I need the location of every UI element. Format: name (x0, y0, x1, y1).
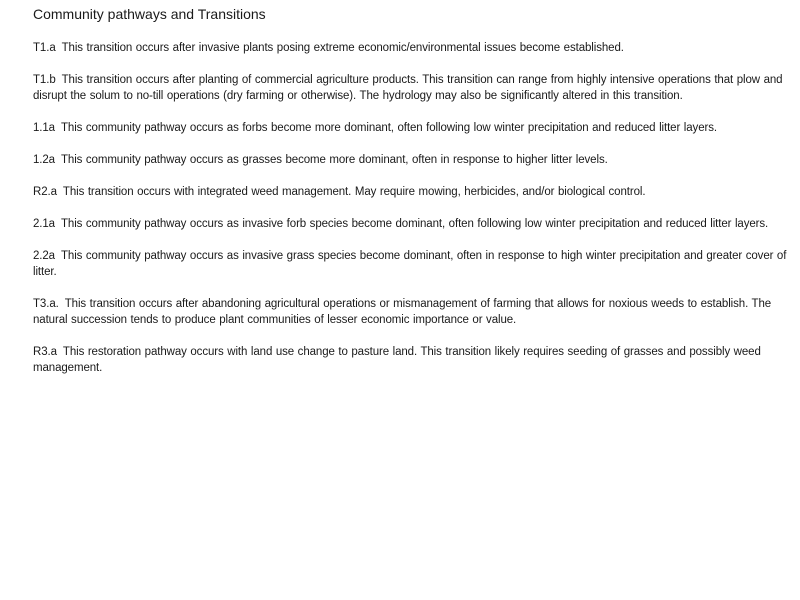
entry-code: R3.a (33, 346, 57, 358)
entry-t3a (33, 296, 795, 328)
entry-text: This transition occurs after invasive plants posing extreme economic/environmental issues become established. (61, 42, 624, 54)
entry-code: T1.a (33, 42, 56, 54)
entry-1-1a (33, 120, 795, 136)
entry-2-2a (33, 248, 795, 280)
page-title: Community pathways and Transitions (33, 6, 266, 22)
entry-text: This transition occurs after abandoning agricultural operations or mismanagement of farming that allows for noxious weeds to establish. The natural succession tends to produce plant communities of lesser economic importance or value. (33, 298, 772, 326)
entry-text: This community pathway occurs as invasive grass species become dominant, often in response to high winter precipitation and greater cover of litter. (33, 250, 787, 278)
entry-code: 1.2a (33, 154, 55, 166)
entry-text: This transition occurs after planting of commercial agriculture products. This transition can range from highly intensive operations that plow and disrupt the solum to no-till operations (dry farming or otherwise). The hydrology may also be significantly altered in this transition. (33, 74, 783, 102)
entry-text: This community pathway occurs as forbs become more dominant, often following low winter precipitation and reduced litter layers. (60, 122, 717, 134)
entry-2-1a (33, 216, 795, 232)
entry-1-2a (33, 152, 795, 168)
entry-text: This community pathway occurs as grasses become more dominant, often in response to higher litter levels. (60, 154, 608, 166)
entry-t1a (33, 40, 795, 56)
entry-text: This restoration pathway occurs with land use change to pasture land. This transition likely requires seeding of grasses and possibly weed management. (33, 346, 761, 374)
entry-code: 2.1a (33, 218, 55, 230)
entry-r3a (33, 344, 795, 376)
entry-code: R2.a (33, 186, 57, 198)
entry-r2a (33, 184, 795, 200)
entry-text: This community pathway occurs as invasive forb species become dominant, often following low winter precipitation and reduced litter layers. (60, 218, 769, 230)
entry-code: 2.2a (33, 250, 55, 262)
entry-text: This transition occurs with integrated weed management. May require mowing, herbicides, and/or biological control. (62, 186, 646, 198)
entry-code: 1.1a (33, 122, 55, 134)
entry-code: T3.a. (33, 298, 59, 310)
entry-code: T1.b (33, 74, 56, 86)
entry-t1b (33, 72, 795, 104)
entry-list (33, 40, 795, 392)
